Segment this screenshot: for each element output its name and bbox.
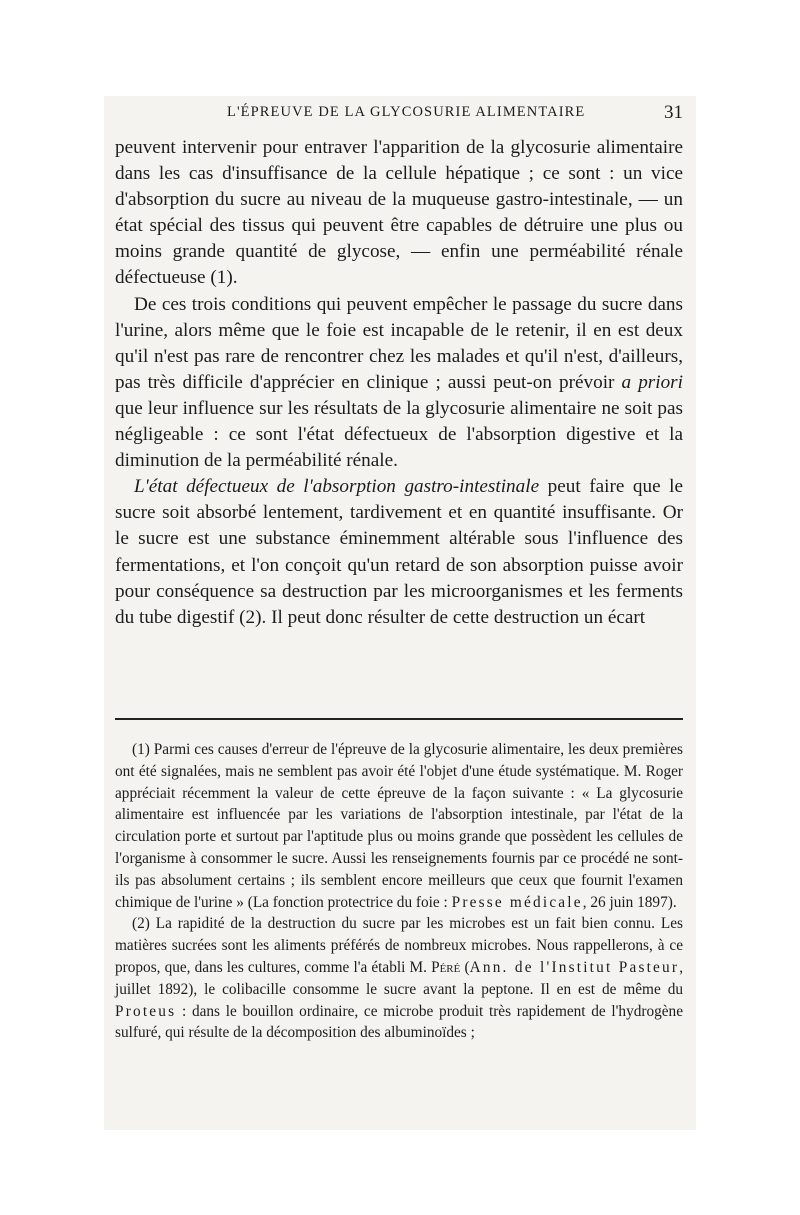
footnote-1-date: , 26 juin 1897). — [582, 893, 677, 911]
paragraph-2-part-b: que leur influence sur les résultats de la glycosurie alimentaire ne soit pas négligeable : ce sont l'état défectueux de l'absorption digestive et la diminution de la perméabilité rénale. — [115, 397, 683, 472]
paragraph-3 — [115, 474, 683, 631]
running-title: L'ÉPREUVE DE LA GLYCOSURIE ALIMENTAIRE — [227, 104, 586, 120]
footnote-2-text-d: : dans le bouillon ordinaire, ce microbe produit très rapidement de l'hydrogène sulfuré, qui résulte de la décomposition des albuminoïdes ; — [115, 1002, 683, 1042]
footnote-2-text-c: , juillet 1892), le colibacille consomme le sucre avant la peptone. Il en est de même du — [115, 958, 684, 998]
footnote-2-text-a: (2) La rapidité de la destruction du sucre par les microbes est un fait bien connu. Les matières sucrées sont les aliments préférés de nombreux microbes. Nous rappellerons, à ce propos, que, dans les cultures, comme l'a établi M. — [115, 915, 683, 976]
running-head — [115, 104, 683, 128]
footnote-1-journal: Presse médicale — [451, 893, 583, 911]
paragraph-1: peuvent intervenir pour entraver l'apparition de la glycosurie alimentaire dans les cas d'insuffisance de la cellule hépatique ; ce sont : un vice d'absorption du sucre au niveau de la muqueuse gastro-intestinale, — un état spécial des tissus qui peuvent être capables de détruire une plus ou moins grande quantité de glycose, — enfin une perméabilité rénale défectueuse (1). — [115, 137, 683, 289]
a-priori-italic: a priori — [621, 371, 683, 393]
section-italic-heading: L'état défectueux de l'absorption gastro-intestinale — [134, 476, 540, 498]
footnote-rule — [115, 718, 683, 720]
footnote-1-text: (1) Parmi ces causes d'erreur de l'épreuve de la glycosurie alimentaire, les deux premières ont été signalées, mais ne semblent pas avoir été l'objet d'une étude systématique. M. Roger appréciait récemment la valeur de cette épreuve de la façon suivante : « La glycosurie alimentaire est influencée par les variations de l'absorption intestinale, par l'état de la circulation porte et surtout par l'aptitude plus ou moins grande que possèdent les cellules de l'organisme à consommer le sucre. Aussi les renseignements fournis par ce procédé ne sont-ils pas absolument certains ; ils semblent encore meilleurs que ceux que fournit l'examen chimique de l'urine » (La fonction protectrice du foie : — [115, 741, 683, 911]
footnote-2-journal: Ann. de l'Institut Pasteur — [469, 958, 680, 976]
footnote-1 — [115, 739, 683, 913]
paragraph-2-part-a: De ces trois conditions qui peuvent empêcher le passage du sucre dans l'urine, alors même que le foie est incapable de le retenir, il en est deux qu'il n'est pas rare de rencontrer chez les malades et qu'il n'est, d'ailleurs, pas très difficile d'apprécier en clinique ; aussi peut-on prévoir — [115, 293, 683, 393]
footnote-2-author: Péré — [431, 958, 461, 976]
footnote-2-paren: ( — [460, 958, 470, 976]
paragraph-2 — [115, 292, 683, 475]
paragraph-3-text: peut faire que le sucre soit absorbé lentement, tardivement et en quantité insuffisante. Or le sucre est une substance éminemment altérable sous l'influence des fermentations, et l'on conçoit qu'un retard de son absorption puisse avoir pour conséquence sa destruction par les microorganismes et les ferments du tube digestif (2). Il peut donc résulter de cette destruction un écart — [115, 476, 684, 628]
footnote-2 — [115, 913, 683, 1044]
main-text — [115, 135, 683, 631]
page-number: 31 — [664, 102, 683, 123]
footnote-2-proteus: Proteus — [115, 1002, 177, 1020]
footnotes — [115, 739, 683, 1044]
